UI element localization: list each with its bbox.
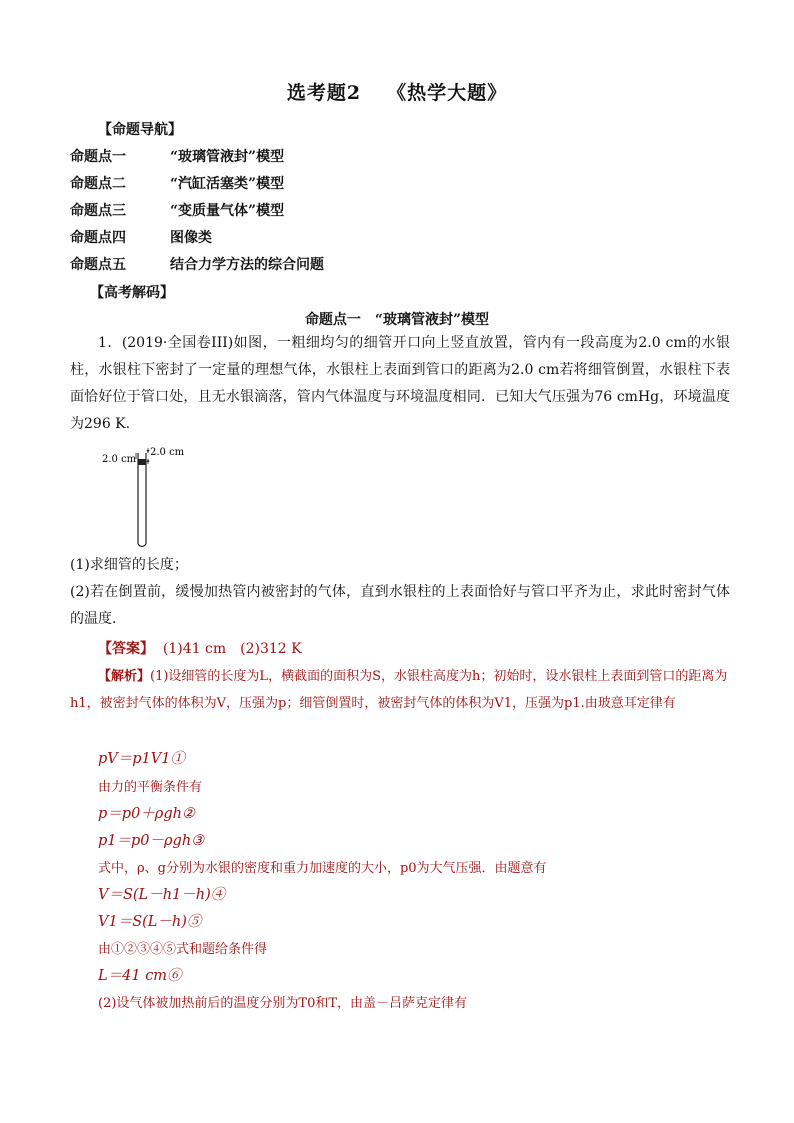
question-2: (2)若在倒置前，缓慢加热管内被密封的气体，直到水银柱的上表面恰好与管口平齐为止，求此时密封气体的温度． (70, 584, 730, 627)
nav-item: 命题点五 结合力学方法的综合问题 (70, 257, 324, 273)
tube-bottom (138, 544, 146, 547)
tube-figure (96, 440, 206, 550)
equation-6: L＝41 cm⑥ (98, 968, 182, 984)
title-right: 《热学大题》 (387, 82, 508, 104)
section-subheading: 命题点一 “玻璃管液封”模型 (304, 312, 490, 328)
note-2: 式中，ρ、g分别为水银的密度和重力加速度的大小，p0为大气压强．由题意有 (98, 861, 547, 876)
answer-text: (1)41 cm (2)312 K (162, 641, 302, 657)
note-3: 由①②③④⑤式和题给条件得 (98, 942, 268, 957)
question-1: (1)求细管的长度； (70, 557, 188, 573)
equation-5: V1＝S(L－h)⑤ (98, 914, 202, 930)
title-left: 选考题2 (286, 82, 362, 104)
equation-4: V＝S(L－h1－h)④ (98, 887, 226, 903)
figure-label-right: 2.0 cm (150, 447, 185, 458)
equation-1: pV＝p1V1① (98, 751, 185, 767)
equation-2: p＝p0＋ρgh② (98, 806, 195, 822)
nav-item: 命题点二 “汽缸活塞类”模型 (70, 176, 285, 192)
nav-item: 命题点三 “变质量气体”模型 (70, 203, 285, 219)
equation-3: p1＝p0－ρgh③ (98, 833, 205, 849)
problem-text: 1．(2019·全国卷III)如图，一粗细均匀的细管开口向上竖直放置，管内有一段高度为2.0 cm的水银柱，水银柱下密封了一定量的理想气体，水银柱上表面到管口的距离为2.0 cm若将细管倒置，水银柱下表面恰好位于管口处，且无水银滴落，管内气体温度与环境温度相同．已知大气压强为76 cmHg，环境温度为296 K. (70, 335, 730, 432)
decode-heading: 【高考解码】 (90, 285, 174, 301)
figure-label-left: 2.0 cm (102, 454, 137, 465)
nav-heading: 【命题导航】 (98, 122, 182, 138)
nav-item: 命题点四 图像类 (70, 230, 212, 246)
note-1: 由力的平衡条件有 (98, 780, 203, 795)
mercury-column (138, 459, 146, 465)
answer-line (98, 638, 302, 658)
nav-item: 命题点一 “玻璃管液封”模型 (70, 149, 285, 165)
page-title (0, 78, 794, 105)
note-4: (2)设气体被加热前后的温度分别为T0和T，由盖－吕萨克定律有 (98, 996, 468, 1011)
arrow-up (147, 459, 150, 462)
answer-tag: 【答案】 (98, 641, 154, 657)
analysis-text: 【解析】(1)设细管的长度为L，横截面的面积为S，水银柱高度为h；初始时，设水银柱上表面到管口的距离为h1，被密封气体的体积为V，压强为p；细管倒置时，被密封气体的体积为V1，压强为p1.由玻意耳定律有 (70, 669, 728, 711)
